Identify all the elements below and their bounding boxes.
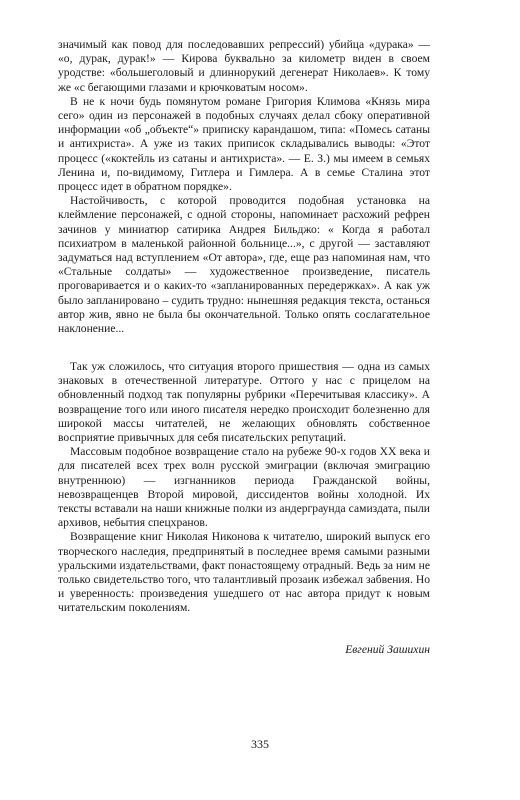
paragraph-1: значимый как повод для последовавших репрессий) убийца «дурака» — «о, дурак, дурак!» — Кирова буквально за километр виден в своем уродстве: «большеголовый и длиннорукий дегенерат Николаев». К тому же «с бегающими глазами и крючковатым носом».	[58, 38, 430, 94]
text-section-1	[58, 38, 430, 336]
paragraph-6: Возвращение книг Николая Никонова к читателю, широкий выпуск его творческого наследия, предпринятый в последнее время самыми разными уральскими издательствами, факт понастоящему отрадный. Ведь за ним не только свидетельство того, что талантливый прозаик избежал забвения. Но и уверенность: произведения ушедшего от нас автора придут к новым читательским поколениям.	[58, 530, 430, 615]
paragraph-2: В не к ночи будь помянутом романе Григория Климова «Князь мира сего» один из персонажей в подобных случаях делал сбоку оперативной информации «об „объекте“» приписку карандашом, типа: «Помесь сатаны и антихриста». А уже из таких приписок складывались выводы: «Этот процесс («коктейль из сатаны и антихриста». — Е. З.) мы имеем в семьях Ленина и, по-видимому, Гитлера и Гимлера. А в семье Сталина этот процесс идет в обратном порядке».	[58, 94, 430, 194]
paragraph-4: Так уж сложилось, что ситуация второго пришествия — одна из самых знаковых в отечественной литературе. Оттого у нас с прицелом на обновленный подход так популярны рубрики «Перечитывая классику». А возвращение того или иного писателя нередко происходит болезненно для широкой массы читателей, не желающих обновлять собственное восприятие привычных для себя писательских репутаций.	[58, 360, 430, 445]
paragraph-5: Массовым подобное возвращение стало на рубеже 90-х годов XX века и для писателей всех трех волн русской эмиграции (включая эмиграцию внутреннюю) — изгнанников периода Гражданской войны, невозвращенцев Второй мировой, диссидентов войны холодной. Их тексты вставали на наши книжные полки из андерграунда самиздата, пыли архивов, небытия спецхранов.	[58, 445, 430, 530]
paragraph-3: Настойчивость, с которой проводится подобная установка на клеймление персонажей, с одной стороны, напоминает расхожий рефрен зачинов у миниатюр сатирика Андрея Бильджо: « Когда я работал психиатром в маленькой районной больнице...», с другой — заставляют задуматься над вступлением «От автора», где, еще раз напоминая нам, что «Стальные солдаты» — художественное произведение, писатель проговаривается и о каких-то «запланированных передержках». А как уж было запланировано – судить трудно: нынешняя редакция текста, останься автор жив, явно не была бы окончательной. Только опять сослагательное наклонение...	[58, 194, 430, 336]
page-number: 335	[251, 737, 269, 751]
text-section-2	[58, 360, 430, 616]
author-signature: Евгений Зашихин	[345, 643, 430, 656]
